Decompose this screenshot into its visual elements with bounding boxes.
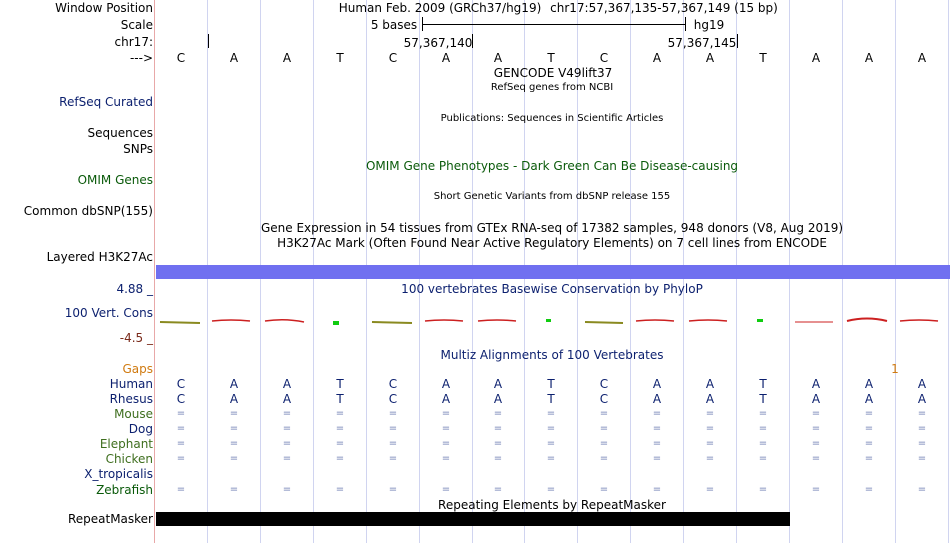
conservation-min: -4.5 _ — [119, 331, 153, 345]
coord-label-2: 57,367,145 — [667, 36, 737, 50]
mouse-base: = — [652, 408, 662, 419]
human-base: T — [547, 377, 555, 391]
ruler-base: A — [493, 51, 503, 65]
elephant-base: = — [335, 438, 345, 449]
phylop-mark — [160, 322, 200, 323]
human-base: A — [864, 377, 874, 391]
scale-bar-line — [422, 24, 685, 25]
multiz-track-title[interactable]: Multiz Alignments of 100 Vertebrates — [440, 348, 664, 362]
rhesus-base: A — [652, 392, 662, 406]
chicken-base: = — [441, 453, 451, 464]
ruler-base: A — [864, 51, 874, 65]
dog-base: = — [493, 423, 503, 434]
dbsnp-track-title[interactable]: Short Genetic Variants from dbSNP release 155 — [433, 191, 671, 202]
human-base: A — [811, 377, 821, 391]
human-base: A — [493, 377, 503, 391]
species-label-rhesus[interactable]: Rhesus — [109, 392, 153, 406]
chicken-base: = — [705, 453, 715, 464]
ruler-base: A — [282, 51, 292, 65]
species-label-elephant[interactable]: Elephant — [99, 437, 153, 451]
elephant-base: = — [493, 438, 503, 449]
phylop-mark — [333, 321, 339, 325]
elephant-base: = — [811, 438, 821, 449]
ruler-base: C — [388, 51, 398, 65]
phylop-mark — [372, 322, 412, 323]
rhesus-base: C — [599, 392, 609, 406]
human-base: T — [336, 377, 344, 391]
zebrafish-base: = — [282, 484, 292, 495]
ruler-base: A — [811, 51, 821, 65]
human-base: C — [388, 377, 398, 391]
chicken-base: = — [864, 453, 874, 464]
zebrafish-base: = — [599, 484, 609, 495]
zebrafish-base: = — [652, 484, 662, 495]
zebrafish-base: = — [546, 484, 556, 495]
ruler-base: C — [176, 51, 186, 65]
elephant-base: = — [599, 438, 609, 449]
gaps-value: 1 — [891, 362, 899, 376]
conservation-plot — [0, 310, 950, 334]
human-base: A — [282, 377, 292, 391]
dog-base: = — [758, 423, 768, 434]
ruler-base: T — [547, 51, 555, 65]
scale-db: hg19 — [693, 18, 725, 32]
coord-tick — [208, 34, 209, 48]
chicken-base: = — [758, 453, 768, 464]
common-dbsnp-label[interactable]: Common dbSNP(155) — [23, 204, 153, 218]
zebrafish-base: = — [229, 484, 239, 495]
phylop-mark — [212, 320, 250, 321]
mouse-base: = — [917, 408, 927, 419]
elephant-base: = — [282, 438, 292, 449]
dog-base: = — [335, 423, 345, 434]
species-label-x-tropicalis[interactable]: X_tropicalis — [84, 467, 153, 481]
refseq-track-title[interactable]: RefSeq genes from NCBI — [490, 82, 614, 93]
scale-text: 5 bases — [370, 18, 418, 32]
rhesus-base: A — [917, 392, 927, 406]
species-label-zebrafish[interactable]: Zebrafish — [96, 483, 153, 497]
dog-base: = — [811, 423, 821, 434]
phylop-mark — [425, 320, 463, 321]
ruler-base: C — [599, 51, 609, 65]
phylop-marks — [160, 319, 938, 326]
mouse-base: = — [811, 408, 821, 419]
species-label-human[interactable]: Human — [109, 377, 153, 391]
gaps-label[interactable]: Gaps — [122, 362, 153, 376]
elephant-base: = — [546, 438, 556, 449]
repeatmasker-track-title[interactable]: Repeating Elements by RepeatMasker — [438, 498, 666, 512]
zebrafish-base: = — [441, 484, 451, 495]
species-label-mouse[interactable]: Mouse — [114, 407, 153, 421]
h3k27ac-track-title[interactable]: H3K27Ac Mark (Often Found Near Active Regulatory Elements) on 7 cell lines from ENCODE — [277, 236, 827, 250]
chicken-base: = — [229, 453, 239, 464]
phylop-mark — [900, 320, 938, 321]
ruler-base: A — [441, 51, 451, 65]
dog-base: = — [599, 423, 609, 434]
elephant-base: = — [176, 438, 186, 449]
species-label-chicken[interactable]: Chicken — [105, 452, 153, 466]
dog-base: = — [705, 423, 715, 434]
repeatmasker-element-bar — [156, 512, 790, 526]
chicken-base: = — [335, 453, 345, 464]
phylop-mark — [478, 320, 516, 321]
mouse-base: = — [599, 408, 609, 419]
strand-label: ---> — [129, 51, 153, 65]
chicken-base: = — [388, 453, 398, 464]
ruler-base: A — [229, 51, 239, 65]
phylop-mark — [265, 320, 304, 322]
coord-tick — [472, 34, 473, 48]
chicken-base: = — [282, 453, 292, 464]
conservation-track-title[interactable]: 100 vertebrates Basewise Conservation by PhyloP — [401, 282, 703, 296]
chicken-base: = — [599, 453, 609, 464]
species-label-dog[interactable]: Dog — [128, 422, 153, 436]
phylop-mark — [757, 319, 763, 322]
assembly-title: Human Feb. 2009 (GRCh37/hg19) — [338, 1, 542, 15]
phylop-mark — [546, 319, 551, 322]
mouse-base: = — [705, 408, 715, 419]
ruler-base: T — [759, 51, 767, 65]
gencode-track-title[interactable]: GENCODE V49lift37 — [493, 66, 613, 80]
dog-base: = — [864, 423, 874, 434]
dog-base: = — [388, 423, 398, 434]
chrom-label: chr17: — [114, 35, 153, 49]
mouse-base: = — [335, 408, 345, 419]
elephant-base: = — [441, 438, 451, 449]
coord-label-1: 57,367,140 — [403, 36, 473, 50]
dog-base: = — [917, 423, 927, 434]
label-divider — [154, 0, 155, 543]
phylop-mark — [585, 322, 623, 323]
dog-base: = — [441, 423, 451, 434]
sequences-label[interactable]: Sequences — [87, 126, 153, 140]
mouse-base: = — [229, 408, 239, 419]
zebrafish-base: = — [758, 484, 768, 495]
elephant-base: = — [864, 438, 874, 449]
chicken-base: = — [652, 453, 662, 464]
rhesus-base: T — [336, 392, 344, 406]
human-base: T — [759, 377, 767, 391]
mouse-base: = — [282, 408, 292, 419]
zebrafish-base: = — [176, 484, 186, 495]
scale-label: Scale — [120, 18, 153, 32]
repeatmasker-label[interactable]: RepeatMasker — [67, 512, 153, 526]
rhesus-base: A — [705, 392, 715, 406]
rhesus-base: A — [229, 392, 239, 406]
dog-base: = — [176, 423, 186, 434]
mouse-base: = — [176, 408, 186, 419]
mouse-base: = — [388, 408, 398, 419]
layered-h3k27ac-label[interactable]: Layered H3K27Ac — [46, 250, 153, 264]
h3k27ac-signal-bar — [156, 265, 950, 279]
snps-label[interactable]: SNPs — [123, 142, 153, 156]
phylop-mark — [636, 320, 674, 321]
elephant-base: = — [652, 438, 662, 449]
phylop-mark — [689, 320, 727, 321]
ruler-base: T — [336, 51, 344, 65]
elephant-base: = — [917, 438, 927, 449]
elephant-base: = — [705, 438, 715, 449]
chicken-base: = — [917, 453, 927, 464]
elephant-base: = — [758, 438, 768, 449]
scale-bar-right-cap — [685, 17, 686, 31]
elephant-base: = — [388, 438, 398, 449]
mouse-base: = — [441, 408, 451, 419]
dog-base: = — [652, 423, 662, 434]
zebrafish-base: = — [864, 484, 874, 495]
rhesus-base: T — [547, 392, 555, 406]
zebrafish-base: = — [493, 484, 503, 495]
ruler-base: A — [917, 51, 927, 65]
human-base: C — [599, 377, 609, 391]
zebrafish-base: = — [917, 484, 927, 495]
mouse-base: = — [546, 408, 556, 419]
mouse-base: = — [493, 408, 503, 419]
zebrafish-base: = — [811, 484, 821, 495]
human-base: C — [176, 377, 186, 391]
dog-base: = — [282, 423, 292, 434]
human-base: A — [917, 377, 927, 391]
human-base: A — [441, 377, 451, 391]
conservation-label[interactable]: 100 Vert. Cons — [64, 306, 153, 320]
gtex-track-title[interactable]: Gene Expression in 54 tissues from GTEx RNA-seq of 17382 samples, 948 donors (V8, Aug 2019) — [260, 221, 844, 235]
refseq-curated-label[interactable]: RefSeq Curated — [59, 95, 153, 109]
elephant-base: = — [229, 438, 239, 449]
rhesus-base: A — [864, 392, 874, 406]
rhesus-base: A — [493, 392, 503, 406]
zebrafish-base: = — [388, 484, 398, 495]
human-base: A — [705, 377, 715, 391]
ruler-base: A — [705, 51, 715, 65]
rhesus-base: T — [759, 392, 767, 406]
rhesus-base: C — [176, 392, 186, 406]
ruler-base: A — [652, 51, 662, 65]
omim-track-title[interactable]: OMIM Gene Phenotypes - Dark Green Can Be Disease-causing — [365, 159, 739, 173]
conservation-max: 4.88 _ — [116, 282, 153, 296]
publications-track-title[interactable]: Publications: Sequences in Scientific Articles — [440, 113, 664, 124]
rhesus-base: A — [441, 392, 451, 406]
chicken-base: = — [176, 453, 186, 464]
chicken-base: = — [811, 453, 821, 464]
rhesus-base: C — [388, 392, 398, 406]
human-base: A — [229, 377, 239, 391]
mouse-base: = — [758, 408, 768, 419]
chicken-base: = — [546, 453, 556, 464]
human-base: A — [652, 377, 662, 391]
phylop-mark — [847, 319, 887, 322]
zebrafish-base: = — [705, 484, 715, 495]
chicken-base: = — [493, 453, 503, 464]
zebrafish-base: = — [335, 484, 345, 495]
mouse-base: = — [864, 408, 874, 419]
coord-tick — [737, 34, 738, 48]
window-position-label: Window Position — [55, 1, 153, 15]
dog-base: = — [546, 423, 556, 434]
rhesus-base: A — [811, 392, 821, 406]
rhesus-base: A — [282, 392, 292, 406]
position-readout: chr17:57,367,135-57,367,149 (15 bp) — [550, 1, 778, 15]
dog-base: = — [229, 423, 239, 434]
omim-genes-label[interactable]: OMIM Genes — [77, 173, 153, 187]
